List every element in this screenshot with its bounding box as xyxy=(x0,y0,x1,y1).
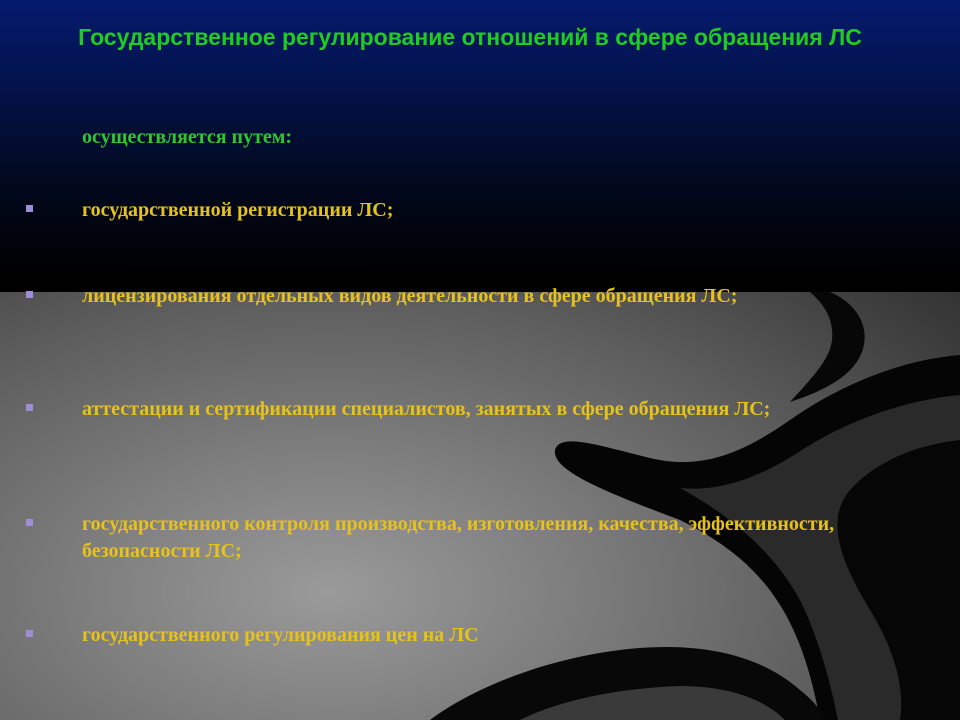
list-item xyxy=(82,396,902,423)
list-item-text: аттестации и сертификации специалистов, занятых в сфере обращения ЛС; xyxy=(82,398,771,420)
square-bullet-icon xyxy=(26,205,33,212)
square-bullet-icon xyxy=(26,519,33,526)
list-item-text: государственного регулирования цен на ЛС xyxy=(82,624,479,646)
list-item xyxy=(82,283,902,310)
square-bullet-icon xyxy=(26,630,33,637)
square-bullet-icon xyxy=(26,291,33,298)
list-item-text: государственной регистрации ЛС; xyxy=(82,199,394,221)
list-item xyxy=(82,197,902,224)
list-item xyxy=(82,622,902,649)
list-item xyxy=(82,511,902,565)
intro-text: осуществляется путем: xyxy=(82,126,293,148)
slide-title: Государственное регулирование отношений в сфере обращения ЛС xyxy=(78,24,862,50)
list-item-text: государственного контроля производства, изготовления, качества, эффективности, безопасности ЛС; xyxy=(82,513,835,562)
list-item-text: лицензирования отдельных видов деятельности в сфере обращения ЛС; xyxy=(82,285,738,307)
square-bullet-icon xyxy=(26,404,33,411)
